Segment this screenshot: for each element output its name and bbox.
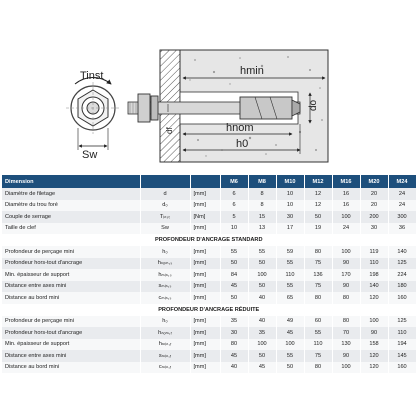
table-row xyxy=(2,292,416,304)
row-label: Distance entre axes mini xyxy=(2,281,140,293)
row-value: 100 xyxy=(332,211,360,223)
header-size: M6 xyxy=(220,175,248,188)
row-symbol: hₘᵢₙ,ᵣ xyxy=(140,339,190,351)
row-value: 224 xyxy=(388,269,416,281)
row-value: 24 xyxy=(388,188,416,200)
row-value: 40 xyxy=(248,316,276,328)
row-label: Diamètre du trou foré xyxy=(2,200,140,212)
row-value: 120 xyxy=(360,292,388,304)
row-symbol: d₀ xyxy=(140,200,190,212)
row-value: 60 xyxy=(304,316,332,328)
row-value: 8 xyxy=(248,200,276,212)
row-unit: [mm] xyxy=(190,362,220,374)
header-size: M8 xyxy=(248,175,276,188)
row-symbol: cₘᵢₙ,ₛ xyxy=(140,292,190,304)
row-value: 50 xyxy=(248,281,276,293)
row-value: 55 xyxy=(220,246,248,258)
table-row xyxy=(2,362,416,374)
row-value: 10 xyxy=(220,223,248,235)
torque-label: Tinst xyxy=(80,70,104,82)
row-value: 100 xyxy=(360,316,388,328)
row-unit: [mm] xyxy=(190,258,220,270)
row-value: 55 xyxy=(248,246,276,258)
row-label: Diamètre de filetage xyxy=(2,188,140,200)
row-value: 160 xyxy=(388,292,416,304)
row-symbol: Tᵢₙₛₜ xyxy=(140,211,190,223)
row-value: 110 xyxy=(276,269,304,281)
row-value: 45 xyxy=(220,281,248,293)
row-value: 100 xyxy=(248,339,276,351)
row-value: 170 xyxy=(332,269,360,281)
row-label: Couple de serrage xyxy=(2,211,140,223)
row-unit: [mm] xyxy=(190,246,220,258)
header-symbol xyxy=(140,175,190,188)
table-header-row xyxy=(2,175,416,188)
row-unit: [mm] xyxy=(190,281,220,293)
table-row xyxy=(2,211,416,223)
row-label: Distance au bord mini xyxy=(2,292,140,304)
table-row xyxy=(2,188,416,200)
row-value: 50 xyxy=(248,350,276,362)
hole-diameter-label: do xyxy=(308,99,319,111)
row-value: 158 xyxy=(360,339,388,351)
fixture-hole-label: df xyxy=(165,127,174,134)
header-unit xyxy=(190,175,220,188)
table-row xyxy=(2,316,416,328)
row-value: 20 xyxy=(360,200,388,212)
anchor-section-view xyxy=(128,50,328,162)
row-value: 80 xyxy=(220,339,248,351)
row-value: 16 xyxy=(332,188,360,200)
row-symbol: hₙₒₘ,ᵣ xyxy=(140,327,190,339)
row-value: 198 xyxy=(360,269,388,281)
row-value: 160 xyxy=(388,362,416,374)
row-value: 145 xyxy=(388,350,416,362)
row-value: 50 xyxy=(276,362,304,374)
section-title: PROFONDEUR D'ANCRAGE RÉDUITE xyxy=(2,304,416,316)
row-label: Distance entre axes mini xyxy=(2,350,140,362)
row-label: Profondeur hors-tout d'ancrage xyxy=(2,327,140,339)
row-unit: [mm] xyxy=(190,292,220,304)
row-value: 75 xyxy=(304,350,332,362)
row-unit: [mm] xyxy=(190,223,220,235)
header-size: M24 xyxy=(388,175,416,188)
row-symbol: h₀ xyxy=(140,316,190,328)
row-unit: [mm] xyxy=(190,327,220,339)
row-value: 75 xyxy=(304,281,332,293)
row-value: 55 xyxy=(304,327,332,339)
row-value: 40 xyxy=(220,362,248,374)
row-value: 140 xyxy=(360,281,388,293)
row-value: 110 xyxy=(360,258,388,270)
row-value: 20 xyxy=(360,188,388,200)
section-title: PROFONDEUR D'ANCRAGE STANDARD xyxy=(2,234,416,246)
row-value: 119 xyxy=(360,246,388,258)
drill-depth-label: h0 xyxy=(236,138,249,150)
row-value: 45 xyxy=(220,350,248,362)
row-value: 30 xyxy=(360,223,388,235)
row-unit: [mm] xyxy=(190,350,220,362)
table-row xyxy=(2,269,416,281)
row-value: 90 xyxy=(332,281,360,293)
row-value: 130 xyxy=(332,339,360,351)
min-thickness-label: hmin xyxy=(240,65,264,77)
table-row xyxy=(2,350,416,362)
row-label: Profondeur de perçage mini xyxy=(2,316,140,328)
table-row xyxy=(2,258,416,270)
row-value: 45 xyxy=(248,362,276,374)
row-value: 100 xyxy=(332,362,360,374)
row-value: 80 xyxy=(332,316,360,328)
row-value: 80 xyxy=(304,362,332,374)
row-symbol: hₙₒₘ,ₛ xyxy=(140,258,190,270)
row-value: 55 xyxy=(276,258,304,270)
row-value: 100 xyxy=(276,339,304,351)
row-value: 100 xyxy=(332,246,360,258)
row-value: 6 xyxy=(220,188,248,200)
table-row xyxy=(2,200,416,212)
row-value: 200 xyxy=(360,211,388,223)
row-value: 136 xyxy=(304,269,332,281)
row-value: 59 xyxy=(276,246,304,258)
row-value: 50 xyxy=(248,258,276,270)
row-value: 15 xyxy=(248,211,276,223)
row-value: 13 xyxy=(248,223,276,235)
row-value: 12 xyxy=(304,200,332,212)
anchor-technical-drawing xyxy=(0,0,418,174)
row-label: Min. épaisseur de support xyxy=(2,339,140,351)
row-value: 100 xyxy=(248,269,276,281)
row-symbol: sₘᵢₙ,ₛ xyxy=(140,281,190,293)
row-unit: [mm] xyxy=(190,200,220,212)
row-unit: [mm] xyxy=(190,316,220,328)
row-value: 55 xyxy=(276,281,304,293)
row-value: 5 xyxy=(220,211,248,223)
anchor-spec-table xyxy=(2,175,417,373)
row-value: 10 xyxy=(276,200,304,212)
row-value: 36 xyxy=(388,223,416,235)
row-unit: [mm] xyxy=(190,269,220,281)
row-value: 50 xyxy=(220,292,248,304)
wrench-size-label: Sw xyxy=(82,149,98,161)
section-header-row xyxy=(2,234,416,246)
row-value: 140 xyxy=(388,246,416,258)
row-value: 35 xyxy=(248,327,276,339)
row-value: 19 xyxy=(304,223,332,235)
row-value: 24 xyxy=(332,223,360,235)
row-symbol: sₘᵢₙ,ᵣ xyxy=(140,350,190,362)
section-header-row xyxy=(2,304,416,316)
row-symbol: h₀ xyxy=(140,246,190,258)
header-size: M16 xyxy=(332,175,360,188)
row-value: 12 xyxy=(304,188,332,200)
row-value: 50 xyxy=(304,211,332,223)
table-row xyxy=(2,223,416,235)
row-unit: [Nm] xyxy=(190,211,220,223)
row-value: 110 xyxy=(304,339,332,351)
row-symbol: Sw xyxy=(140,223,190,235)
row-value: 49 xyxy=(276,316,304,328)
header-size: M20 xyxy=(360,175,388,188)
row-value: 65 xyxy=(276,292,304,304)
row-value: 125 xyxy=(388,258,416,270)
row-value: 110 xyxy=(388,327,416,339)
row-value: 6 xyxy=(220,200,248,212)
row-value: 30 xyxy=(276,211,304,223)
row-symbol: hₘᵢₙ,ₛ xyxy=(140,269,190,281)
row-value: 24 xyxy=(388,200,416,212)
row-unit: [mm] xyxy=(190,339,220,351)
row-value: 17 xyxy=(276,223,304,235)
row-value: 300 xyxy=(388,211,416,223)
row-value: 80 xyxy=(304,246,332,258)
row-value: 50 xyxy=(220,258,248,270)
row-label: Min. épaisseur de support xyxy=(2,269,140,281)
nut-front-view xyxy=(66,77,120,150)
header-size: M10 xyxy=(276,175,304,188)
row-value: 8 xyxy=(248,188,276,200)
row-value: 10 xyxy=(276,188,304,200)
row-value: 40 xyxy=(248,292,276,304)
row-label: Profondeur hors-tout d'ancrage xyxy=(2,258,140,270)
row-value: 70 xyxy=(332,327,360,339)
row-label: Profondeur de perçage mini xyxy=(2,246,140,258)
row-value: 90 xyxy=(332,258,360,270)
row-value: 45 xyxy=(276,327,304,339)
header-dimension: Dimension xyxy=(2,175,140,188)
row-value: 180 xyxy=(388,281,416,293)
header-size: M12 xyxy=(304,175,332,188)
row-value: 84 xyxy=(220,269,248,281)
row-value: 80 xyxy=(332,292,360,304)
row-value: 90 xyxy=(360,327,388,339)
row-label: Distance au bord mini xyxy=(2,362,140,374)
row-label: Taille de clef xyxy=(2,223,140,235)
row-symbol: cₘᵢₙ,ᵣ xyxy=(140,362,190,374)
nominal-depth-label: hnom xyxy=(226,122,254,134)
row-value: 35 xyxy=(220,316,248,328)
row-value: 120 xyxy=(360,350,388,362)
row-value: 16 xyxy=(332,200,360,212)
table-row xyxy=(2,281,416,293)
table-row xyxy=(2,246,416,258)
row-symbol: d xyxy=(140,188,190,200)
row-value: 80 xyxy=(304,292,332,304)
row-value: 125 xyxy=(388,316,416,328)
row-value: 75 xyxy=(304,258,332,270)
row-value: 120 xyxy=(360,362,388,374)
row-value: 194 xyxy=(388,339,416,351)
row-value: 55 xyxy=(276,350,304,362)
row-value: 30 xyxy=(220,327,248,339)
table-row xyxy=(2,339,416,351)
row-value: 90 xyxy=(332,350,360,362)
row-unit: [mm] xyxy=(190,188,220,200)
table-row xyxy=(2,327,416,339)
